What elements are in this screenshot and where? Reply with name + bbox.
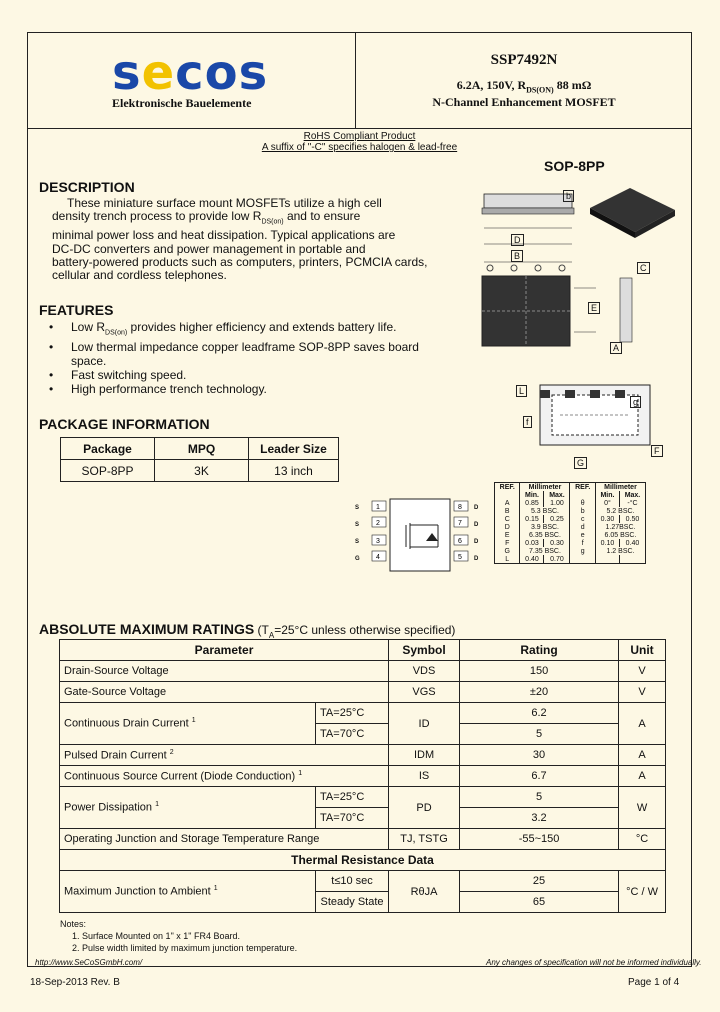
svg-text:8: 8: [458, 504, 462, 511]
footer-url[interactable]: http://www.SeCoSGmbH.com/: [35, 958, 143, 967]
feature-item: • Low thermal impedance copper leadframe SOP-8PP saves board: [39, 340, 439, 354]
package-info-title: PACKAGE INFORMATION: [39, 416, 210, 432]
dim-label-b: b: [563, 190, 574, 202]
part-type: N-Channel Enhancement MOSFET: [432, 95, 616, 109]
rohs-line: RoHS Compliant Product: [303, 131, 416, 142]
ratings-heading: ABSOLUTE MAXIMUM RATINGS ($T_A=25^\circ C$ unless otherwise specified): [39, 621, 456, 641]
table-row: Maximum Junction to Ambient $^1$ t≤10 sec RθJA 25 °C / W: [60, 871, 666, 892]
table-row: Operating Junction and Storage Temperature Range TJ, TSTG -55~150 °C: [60, 829, 666, 850]
description-title: DESCRIPTION: [39, 179, 135, 195]
description-body: These miniature surface mount MOSFETs utilize a high cell density trench process to provide low $R_{DS(on)}$ and to ensure minimal power loss and heat dissipation. Typical applications are DC-DC converters and power management in portable and battery-powered products such as computers, printers, PCMCIA cards, cellular and cordless telephones.: [52, 196, 428, 283]
table-row: TA=70°C 5: [60, 724, 666, 745]
table-row: Continuous Source Current (Diode Conduction) $^1$ IS 6.7 A: [60, 766, 666, 787]
package-label: SOP-8PP: [544, 158, 605, 174]
features-title: FEATURES: [39, 302, 114, 318]
secos-logo: secos: [112, 45, 269, 101]
svg-text:6: 6: [458, 538, 462, 545]
dim-label-g2: G: [574, 457, 587, 469]
notes: Notes: 1. Surface Mounted on 1" x 1" FR4 Board. 2. Pulse width limited by maximum junction temperature.: [60, 919, 298, 953]
dim-label-f2: F: [651, 445, 663, 457]
ratings-table: Parameter Symbol Rating Unit Drain-Source Voltage VDS 150 V Gate-Source Voltage VGS ±20 V Continuous Drain Current $^1$ TA=25°C ID 6.2 A TA=70°C 5 Pulsed Drain Current $^2$ IDM 30 A Continuous Source Current (Diode Conduction) $^1$ IS 6.7 A Power Dissipation $^1$ TA=25°C PD 5 W TA=70°C 3.2 Operating Junction and Storage Temperature Range TJ, TSTG -55~150 °C Thermal Resistance Data Maximum Junction to Ambient $^1$ t≤10 sec RθJA 25 °C / W Steady State 65: [59, 639, 666, 913]
part-number: SSP7492N: [490, 52, 558, 68]
table-row: Pulsed Drain Current $^2$ IDM 30 A: [60, 745, 666, 766]
dim-label-e: E: [588, 302, 600, 314]
dim-label-l: L: [516, 385, 527, 397]
package-table: Package MPQ Leader Size SOP-8PP 3K 13 inch: [60, 437, 339, 482]
pin-labels-left: S S S G: [355, 505, 360, 562]
table-row: Power Dissipation $^1$ TA=25°C PD 5 W: [60, 787, 666, 808]
feature-item: • High performance trench technology.: [39, 382, 439, 396]
feature-item: • Fast switching speed.: [39, 368, 439, 382]
dim-label-d: D: [511, 234, 524, 246]
feature-item: • Low $R_{DS(on)}$ provides higher efficiency and extends battery life.: [39, 320, 439, 340]
table-row: Gate-Source Voltage VGS ±20 V: [60, 682, 666, 703]
dim-label-f: f: [523, 416, 532, 428]
svg-text:1: 1: [376, 504, 380, 511]
pin-labels-right: D D D D: [474, 505, 479, 562]
svg-text:3: 3: [376, 538, 380, 545]
dim-label-b2: B: [511, 250, 523, 262]
feature-item-cont: space.: [71, 354, 107, 369]
svg-text:2: 2: [376, 520, 380, 527]
footer-date: 18-Sep-2013 Rev. B: [30, 977, 120, 988]
dim-label-g: g: [630, 396, 641, 408]
part-specs: 6.2A, 150V, $R_{DS(ON)}$ 88 mΩ: [456, 78, 592, 95]
package-drawing: [470, 180, 690, 480]
pinout-diagram: [350, 495, 490, 575]
footer-page: Page 1 of 4: [628, 977, 680, 988]
dim-label-a: A: [610, 342, 622, 354]
svg-text:4: 4: [376, 554, 380, 561]
features-list: [39, 320, 439, 396]
footer-disclaimer: Any changes of specification will not be informed individually.: [486, 958, 702, 967]
halogen-line: A suffix of "-C" specifies halogen & lead-free: [261, 142, 458, 153]
svg-text:7: 7: [458, 520, 462, 527]
svg-text:5: 5: [458, 554, 462, 561]
table-row: Drain-Source Voltage VDS 150 V: [60, 661, 666, 682]
table-row: TA=70°C 3.2: [60, 808, 666, 829]
table-row: Continuous Drain Current $^1$ TA=25°C ID 6.2 A: [60, 703, 666, 724]
logo-tagline: Elektronische Bauelemente: [112, 96, 252, 110]
table-row: Steady State 65: [60, 892, 666, 913]
dimension-table: REF. Millimeter REF. Millimeter Min. Max. Min. Max. A 0.85 1.00 θ 0° -°C B 5.3 BSC. b 5.2 BSC. C 0.15 0.25 c 0.30 0.50 D 3.9 BSC. d 1.27BSC. E 6.35 BSC. e 6.05 BSC. F 0.03 0.30 f 0.10 0.40 G 7.35 BSC. g 1.2 BSC. L 0.40 0.70: [494, 482, 646, 564]
dim-label-c: C: [637, 262, 650, 274]
